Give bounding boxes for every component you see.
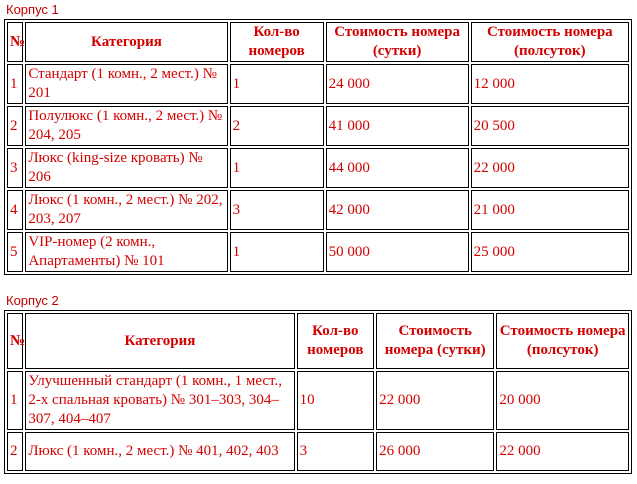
cell-price-half: 12 000 <box>471 64 629 104</box>
header-price-half: Стоимость номера (полсуток) <box>471 22 629 62</box>
cell-num: 5 <box>7 232 23 272</box>
cell-count: 2 <box>230 106 324 146</box>
cell-price-half: 21 000 <box>471 190 629 230</box>
cell-num: 4 <box>7 190 23 230</box>
cell-price-day: 24 000 <box>326 64 469 104</box>
header-price-day: Стоимость номера (сутки) <box>376 313 494 369</box>
cell-count: 1 <box>230 232 324 272</box>
table-row <box>7 106 629 146</box>
header-count: Кол-во номеров <box>230 22 324 62</box>
cell-category: Улучшенный стандарт (1 комн., 1 мест., 2-х спальная кровать) № 301–303, 304–307, 404–407 <box>25 371 294 430</box>
section2-caption: Корпус 2 <box>6 293 59 308</box>
cell-price-half: 20 000 <box>496 371 629 430</box>
cell-price-day: 44 000 <box>326 148 469 188</box>
cell-price-half: 25 000 <box>471 232 629 272</box>
cell-category: Стандарт (1 комн., 2 мест.) № 201 <box>25 64 227 104</box>
table-row <box>7 371 629 430</box>
header-count: Кол-во номеров <box>297 313 375 369</box>
cell-price-half: 20 500 <box>471 106 629 146</box>
cell-count: 1 <box>230 64 324 104</box>
table-header-row <box>7 313 629 369</box>
cell-price-day: 26 000 <box>376 432 494 471</box>
table-row <box>7 232 629 272</box>
cell-category: Люкс (1 комн., 2 мест.) № 401, 402, 403 <box>25 432 294 471</box>
section1-caption: Корпус 1 <box>6 2 59 17</box>
cell-category: Полулюкс (1 комн., 2 мест.) № 204, 205 <box>25 106 227 146</box>
cell-num: 1 <box>7 64 23 104</box>
header-num: № <box>7 313 23 369</box>
cell-count: 3 <box>297 432 375 471</box>
corpus1-price-table <box>4 19 632 275</box>
header-price-half: Стоимость номера (полсуток) <box>496 313 629 369</box>
cell-count: 1 <box>230 148 324 188</box>
cell-price-day: 50 000 <box>326 232 469 272</box>
cell-price-day: 22 000 <box>376 371 494 430</box>
cell-price-day: 41 000 <box>326 106 469 146</box>
header-price-day: Стоимость номера (сутки) <box>326 22 469 62</box>
cell-price-half: 22 000 <box>496 432 629 471</box>
table-row <box>7 148 629 188</box>
header-num: № <box>7 22 23 62</box>
cell-num: 1 <box>7 371 23 430</box>
cell-count: 3 <box>230 190 324 230</box>
table-row <box>7 190 629 230</box>
cell-num: 2 <box>7 432 23 471</box>
cell-price-day: 42 000 <box>326 190 469 230</box>
cell-num: 3 <box>7 148 23 188</box>
table-row <box>7 432 629 471</box>
table-row <box>7 64 629 104</box>
corpus2-price-table <box>4 310 632 474</box>
cell-category: VIP-номер (2 комн., Апартаменты) № 101 <box>25 232 227 272</box>
cell-price-half: 22 000 <box>471 148 629 188</box>
cell-category: Люкс (1 комн., 2 мест.) № 202, 203, 207 <box>25 190 227 230</box>
cell-num: 2 <box>7 106 23 146</box>
cell-category: Люкс (king-size кровать) № 206 <box>25 148 227 188</box>
cell-count: 10 <box>297 371 375 430</box>
header-category: Категория <box>25 313 294 369</box>
header-category: Категория <box>25 22 227 62</box>
table-header-row <box>7 22 629 62</box>
